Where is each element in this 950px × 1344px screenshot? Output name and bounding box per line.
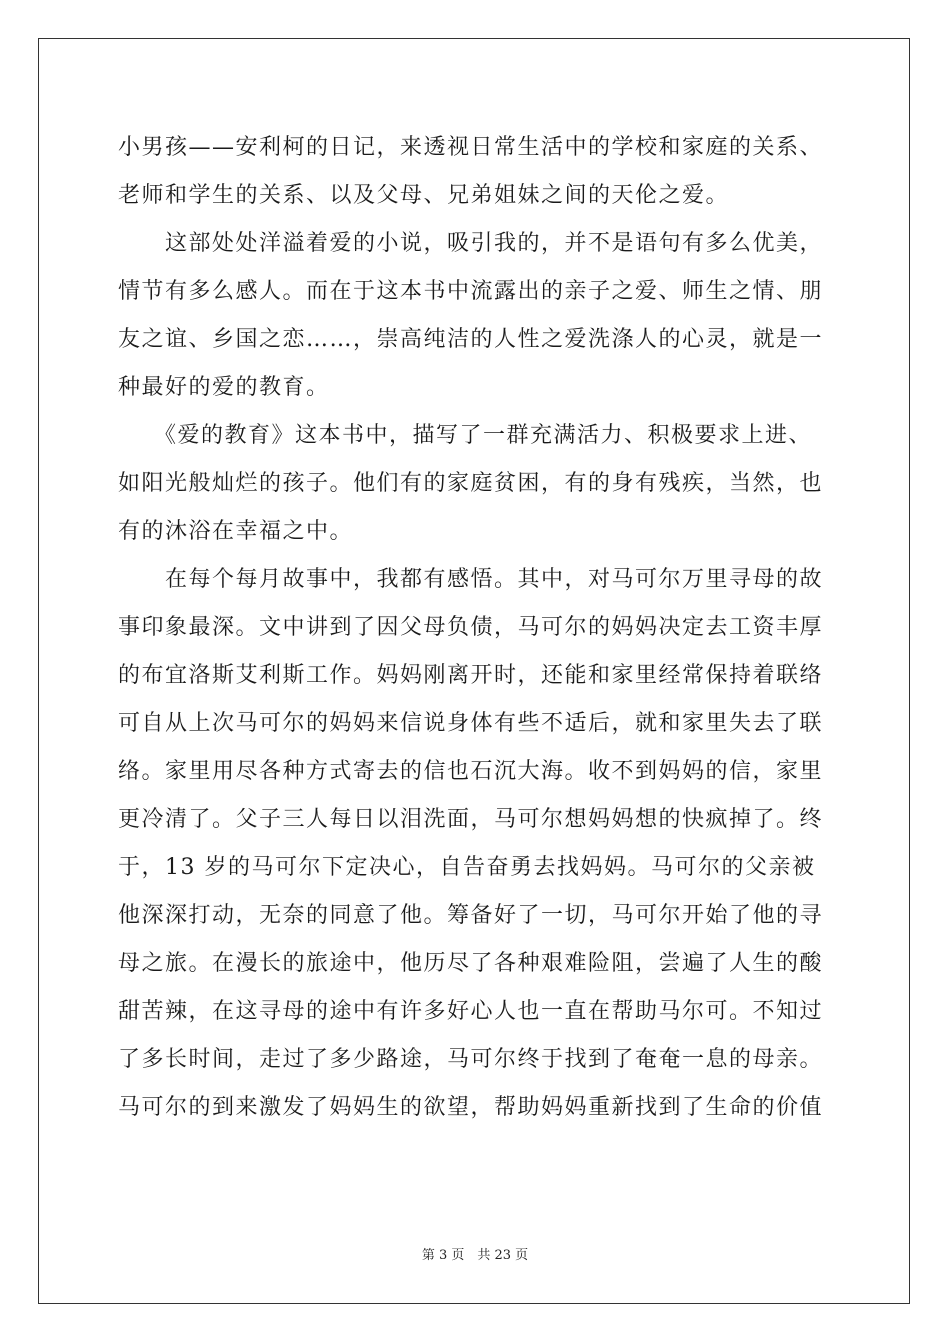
text-line: 可自从上次马可尔的妈妈来信说身体有些不适后，就和家里失去了联	[118, 711, 824, 736]
text-line: 小男孩——安利柯的日记，来透视日常生活中的学校和家庭的关系、	[118, 135, 824, 160]
text-line: 的布宜洛斯艾利斯工作。妈妈刚离开时，还能和家里经常保持着联络	[118, 663, 824, 688]
text-line: 母之旅。在漫长的旅途中，他历尽了各种艰难险阻，尝遍了人生的酸	[118, 951, 824, 976]
text-line: 这部处处洋溢着爱的小说，吸引我的，并不是语句有多么优美，	[118, 231, 824, 256]
text-line: 如阳光般灿烂的孩子。他们有的家庭贫困，有的身有残疾，当然，也	[118, 471, 824, 496]
text-line: 甜苦辣，在这寻母的途中有许多好心人也一直在帮助马尔可。不知过	[118, 999, 824, 1024]
text-line: 情节有多么感人。而在于这本书中流露出的亲子之爱、师生之情、朋	[118, 279, 824, 304]
body-text	[118, 124, 833, 1132]
text-line: 事印象最深。文中讲到了因父母负债，马可尔的妈妈决定去工资丰厚	[118, 615, 824, 640]
text-line: 他深深打动，无奈的同意了他。筹备好了一切，马可尔开始了他的寻	[118, 903, 824, 928]
text-line: 络。家里用尽各种方式寄去的信也石沉大海。收不到妈妈的信，家里	[118, 759, 824, 784]
text-line: 马可尔的到来激发了妈妈生的欲望，帮助妈妈重新找到了生命的价值	[118, 1095, 824, 1120]
text-line: 《爱的教育》这本书中，描写了一群充满活力、积极要求上进、	[118, 423, 813, 448]
text-line: 更冷清了。父子三人每日以泪洗面，马可尔想妈妈想的快疯掉了。终	[118, 807, 824, 832]
text-line: 了多长时间，走过了多少路途，马可尔终于找到了奄奄一息的母亲。	[118, 1047, 824, 1072]
text-line: 种最好的爱的教育。	[118, 375, 330, 400]
text-line: 于，13 岁的马可尔下定决心，自告奋勇去找妈妈。马可尔的父亲被	[118, 855, 816, 880]
text-line: 老师和学生的关系、以及父母、兄弟姐妹之间的天伦之爱。	[118, 183, 730, 208]
text-line: 友之谊、乡国之恋……，崇高纯洁的人性之爱洗涤人的心灵，就是一	[118, 327, 824, 352]
text-line: 有的沐浴在幸福之中。	[118, 519, 354, 544]
page-number-footer: 第 3 页 共 23 页	[421, 1248, 529, 1263]
text-line: 在每个每月故事中，我都有感悟。其中，对马可尔万里寻母的故	[118, 567, 824, 592]
